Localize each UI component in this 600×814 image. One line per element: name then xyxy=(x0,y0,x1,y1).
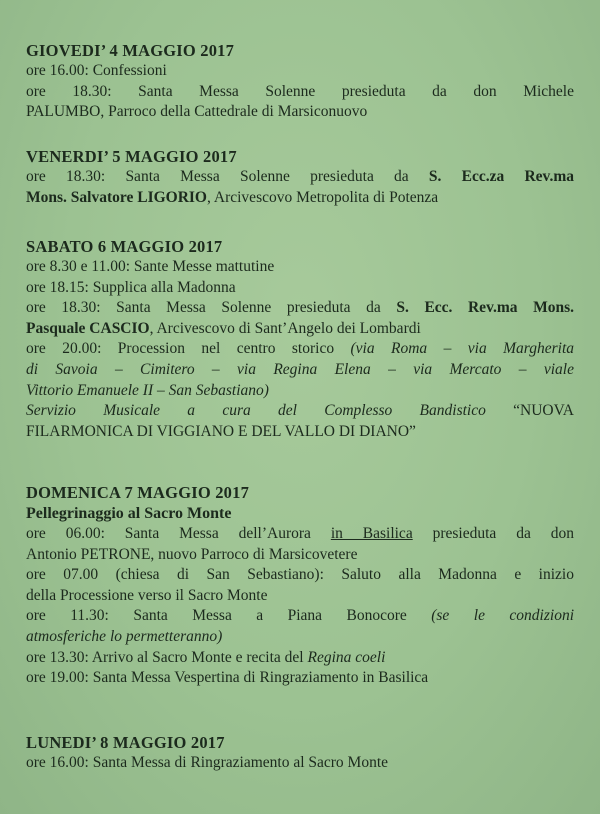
day-thursday xyxy=(26,40,574,123)
program-line: della Processione verso il Sacro Monte xyxy=(26,586,268,604)
line-text: ore 20.00: Procession nel centro storico xyxy=(26,340,351,358)
line-text: presieduta da don xyxy=(412,525,574,542)
program-line: ore 18.30: Santa Messa Solenne presieduta da don Michele xyxy=(26,82,574,100)
celebrant-name: Mons. Salvatore LIGORIO xyxy=(26,188,207,206)
program-line xyxy=(26,627,574,648)
celebrant-role: , Arcivescovo Metropolita di Potenza xyxy=(207,188,439,206)
program-line xyxy=(26,606,574,627)
program-line xyxy=(26,188,574,209)
program-line: ore 18.15: Supplica alla Madonna xyxy=(26,278,236,296)
weather-note: (se le condizioni xyxy=(431,607,574,625)
day-monday xyxy=(26,732,574,774)
day-heading: VENERDI’ 5 MAGGIO 2017 xyxy=(26,147,237,166)
day-sunday xyxy=(26,482,574,689)
program-line xyxy=(26,401,574,422)
day-heading: LUNEDI’ 8 MAGGIO 2017 xyxy=(26,733,225,752)
day-heading: GIOVEDI’ 4 MAGGIO 2017 xyxy=(26,41,235,60)
program-line: Antonio PETRONE, nuovo Parroco di Marsicovetere xyxy=(26,545,358,563)
day-subheading: Pellegrinaggio al Sacro Monte xyxy=(26,505,232,522)
program-line: ore 07.00 (chiesa di San Sebastiano): Saluto alla Madonna e inizio xyxy=(26,566,574,584)
route-text: Vittorio Emanuele II – San Sebastiano) xyxy=(26,381,269,399)
celebrant-title: S. Ecc. Rev.ma Mons. xyxy=(396,299,574,317)
line-text: ore 18.30: Santa Messa Solenne presieduta da xyxy=(26,168,429,185)
program-line xyxy=(26,524,574,545)
celebrant-name: Pasquale CASCIO xyxy=(26,319,150,337)
program-line: ore 19.00: Santa Messa Vespertina di Ringraziamento in Basilica xyxy=(26,669,429,687)
program-line: FILARMONICA DI VIGGIANO E DEL VALLO DI DIANO” xyxy=(26,422,416,440)
location-underlined: in Basilica xyxy=(330,525,413,542)
day-saturday xyxy=(26,236,574,442)
band-name: “NUOVA xyxy=(485,402,574,420)
route-text: (via Roma – via Margherita xyxy=(350,340,575,358)
line-text: ore 06.00: Santa Messa dell’Aurora xyxy=(26,525,331,542)
program-line xyxy=(26,102,574,123)
celebrant-role: , Arcivescovo di Sant’Angelo dei Lombardi xyxy=(149,319,421,337)
celebrant-surname: PALUMBO xyxy=(26,103,101,121)
program-line xyxy=(26,298,574,319)
day-friday xyxy=(26,146,574,208)
program-line xyxy=(26,319,574,340)
program-line xyxy=(26,167,574,188)
program-line xyxy=(26,339,574,360)
celebrant-title: S. Ecc.za Rev.ma xyxy=(428,168,574,185)
program-line xyxy=(26,381,574,402)
line-text: ore 13.30: Arrivo al Sacro Monte e recita del xyxy=(26,648,308,666)
day-heading: SABATO 6 MAGGIO 2017 xyxy=(26,237,223,256)
program-line: ore 16.00: Santa Messa di Ringraziamento al Sacro Monte xyxy=(26,754,389,771)
program-line: ore 8.30 e 11.00: Sante Messe mattutine xyxy=(26,258,275,275)
program-line xyxy=(26,648,574,669)
prayer-name: Regina coeli xyxy=(307,648,386,666)
music-service-text: Servizio Musicale a cura del Complesso Bandistico xyxy=(26,402,486,420)
route-text: di Savoia – Cimitero – via Regina Elena – via Mercato – viale xyxy=(26,360,574,378)
program-line: ore 16.00: Confessioni xyxy=(26,62,167,79)
weather-note: atmosferiche lo permetteranno) xyxy=(26,627,223,645)
line-text: ore 11.30: Santa Messa a Piana Bonocore xyxy=(26,607,432,625)
line-text: ore 18.30: Santa Messa Solenne presieduta da xyxy=(26,299,397,317)
celebrant-role: , Parroco della Cattedrale di Marsiconuovo xyxy=(100,103,368,121)
program-line xyxy=(26,360,574,381)
day-heading: DOMENICA 7 MAGGIO 2017 xyxy=(26,483,250,502)
